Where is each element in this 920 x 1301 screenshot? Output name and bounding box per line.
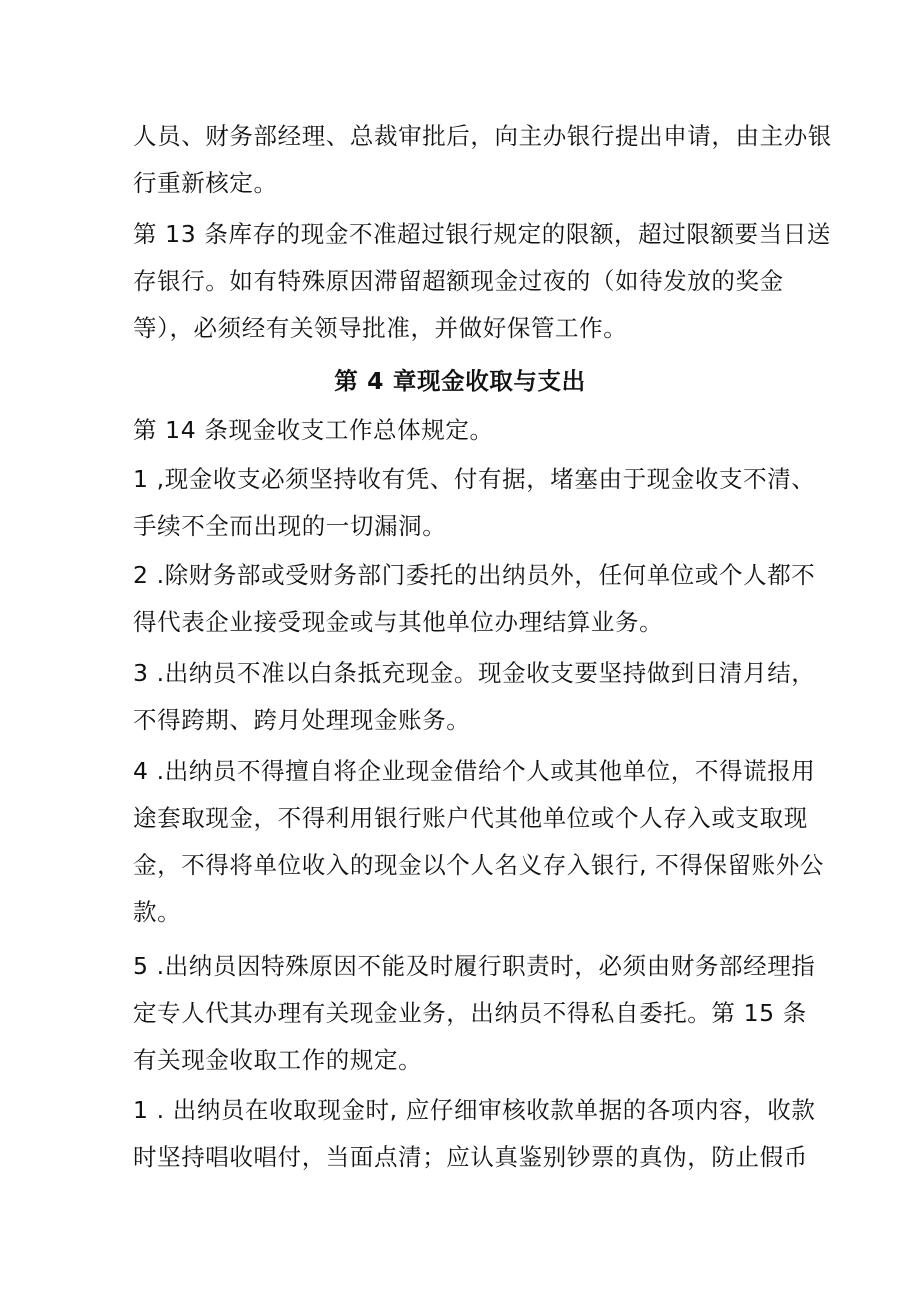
- list-item-4: [133, 748, 824, 936]
- text-line: 4 .出纳员不得擅自将企业现金借给个人或其他单位，不得谎报用: [133, 757, 816, 785]
- text-line: 3 .出纳员不准以白条抵充现金。现金收支要坚持做到日清月结，: [133, 659, 816, 687]
- chapter-heading: 第 4 章现金收取与支出: [334, 367, 586, 395]
- text-line: 第 14 条现金收支工作总体规定。: [133, 416, 494, 444]
- text-line: 第 13 条库存的现金不准超过银行规定的限额，超过限额要当日送: [133, 220, 831, 248]
- text-line: 行重新核定。: [133, 169, 278, 197]
- list-item-5: [133, 943, 816, 1084]
- text-line: 1 . 出纳员在收取现金时, 应仔细审核收款单据的各项内容，收款: [133, 1096, 816, 1124]
- text-line: 5 .出纳员因特殊原因不能及时履行职责时，必须由财务部经理指: [133, 952, 816, 980]
- text-line: 1 ,现金收支必须坚持收有凭、付有据，堵塞由于现金收支不清、: [133, 465, 816, 493]
- text-line: 得代表企业接受现金或与其他单位办理结算业务。: [133, 608, 664, 636]
- article-15-list-item-1: [133, 1087, 816, 1181]
- text-line: 人员、财务部经理、总裁审批后，向主办银行提出申请，由主办银: [133, 122, 832, 150]
- text-line: 时坚持唱收唱付，当面点清；应认真鉴别钞票的真伪，防止假币: [133, 1143, 808, 1171]
- list-item-3: [133, 650, 816, 744]
- list-item-1: [133, 456, 816, 550]
- paragraph-article-13: [133, 211, 831, 352]
- text-line: 有关现金收取工作的规定。: [133, 1046, 423, 1074]
- text-line: 存银行。如有特殊原因滞留超额现金过夜的（如待发放的奖金: [133, 267, 784, 295]
- text-line: 途套取现金，不得利用银行账户代其他单位或个人存入或支取现: [133, 804, 808, 832]
- text-line: 等），必须经有关领导批准，并做好保管工作。: [133, 314, 628, 342]
- text-line: 定专人代其办理有关现金业务，出纳员不得私自委托。第 15 条: [133, 999, 807, 1027]
- text-line: 手续不全而出现的一切漏洞。: [133, 512, 447, 540]
- list-item-2: [133, 552, 816, 646]
- text-line: 款。: [133, 898, 182, 926]
- paragraph-article-14: [133, 407, 798, 454]
- text-line: 不得跨期、跨月处理现金账务。: [133, 706, 471, 734]
- text-line: 2 .除财务部或受财务部门委托的出纳员外，任何单位或个人都不: [133, 561, 816, 589]
- paragraph-approval-continuation: [133, 113, 832, 207]
- text-line: 金，不得将单位收入的现金以个人名义存入银行, 不得保留账外公: [133, 851, 824, 879]
